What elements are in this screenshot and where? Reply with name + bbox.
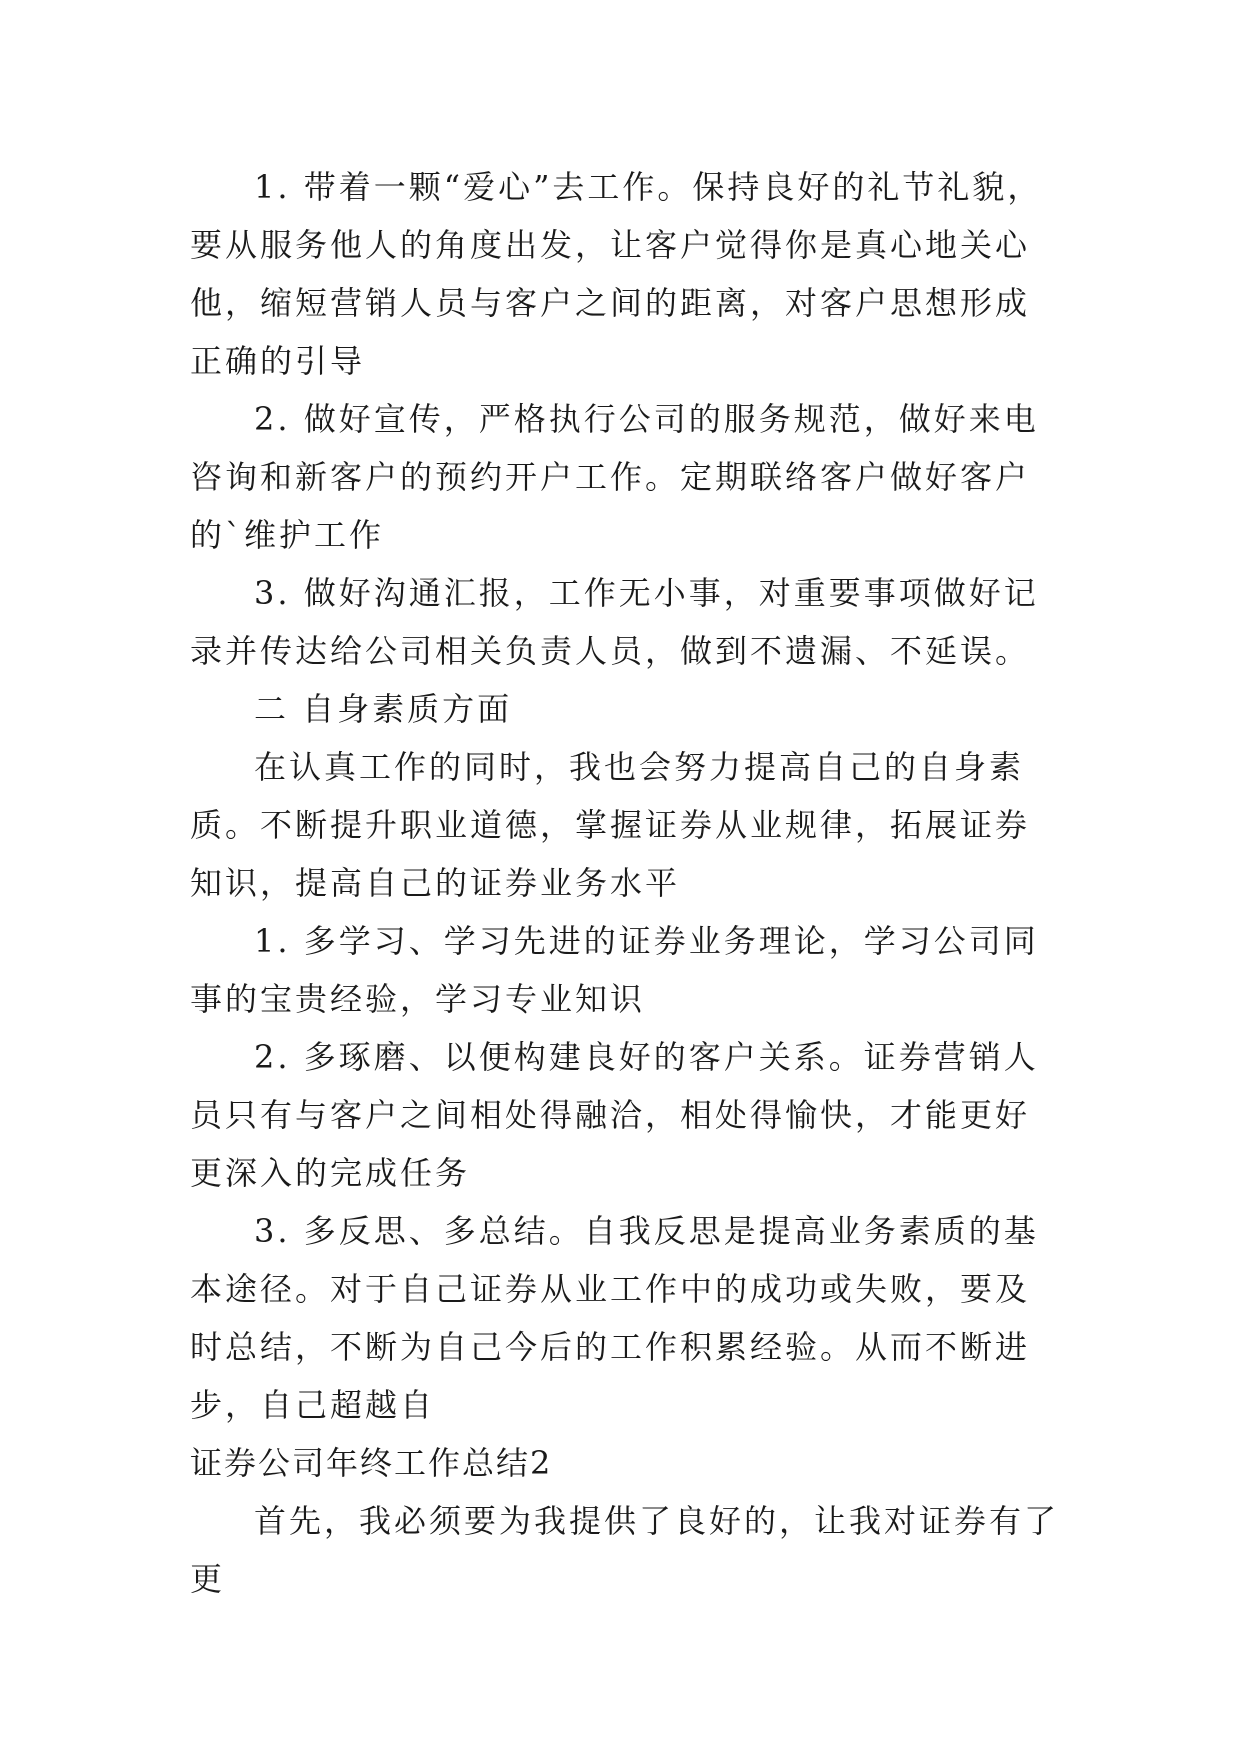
paragraph-love-at-work: 1. 带着一颗“爱心”去工作。保持良好的礼节礼貌，要从服务他人的角度出发，让客户觉得你是真心地关心他，缩短营销人员与客户之间的距离，对客户思想形成正确的引导: [190, 168, 1043, 380]
paragraph-think-more: 2. 多琢磨、以便构建良好的客户关系。证券营销人员只有与客户之间相处得融洽，相处得愉快，才能更好更深入的完成任务: [190, 1038, 1039, 1192]
paragraph-self-improvement: 在认真工作的同时，我也会努力提高自己的自身素质。不断提升职业道德，掌握证券从业规律，拓展证券知识，提高自己的证券业务水平: [190, 748, 1031, 902]
document-section-title: 证券公司年终工作总结2: [190, 1444, 553, 1482]
paragraph-reflect-more: 3. 多反思、多总结。自我反思是提高业务素质的基本途径。对于自己证券从业工作中的成功或失败，要及时总结，不断为自己今后的工作积累经验。从而不断进步，自己超越自: [190, 1212, 1039, 1424]
paragraph-communication: 3. 做好沟通汇报，工作无小事，对重要事项做好记录并传达给公司相关负责人员，做到不遗漏、不延误。: [190, 574, 1039, 670]
document-body: [190, 158, 1060, 1608]
paragraph-study-more: 1. 多学习、学习先进的证券业务理论，学习公司同事的宝贵经验，学习专业知识: [190, 922, 1039, 1018]
paragraph-publicity: 2. 做好宣传，严格执行公司的服务规范，做好来电咨询和新客户的预约开户工作。定期联络客户做好客户的`维护工作: [190, 400, 1039, 554]
section-heading-self-quality: 二 自身素质方面: [254, 690, 513, 728]
paragraph-first: 首先，我必须要为我提供了良好的，让我对证券有了更: [190, 1502, 1060, 1598]
